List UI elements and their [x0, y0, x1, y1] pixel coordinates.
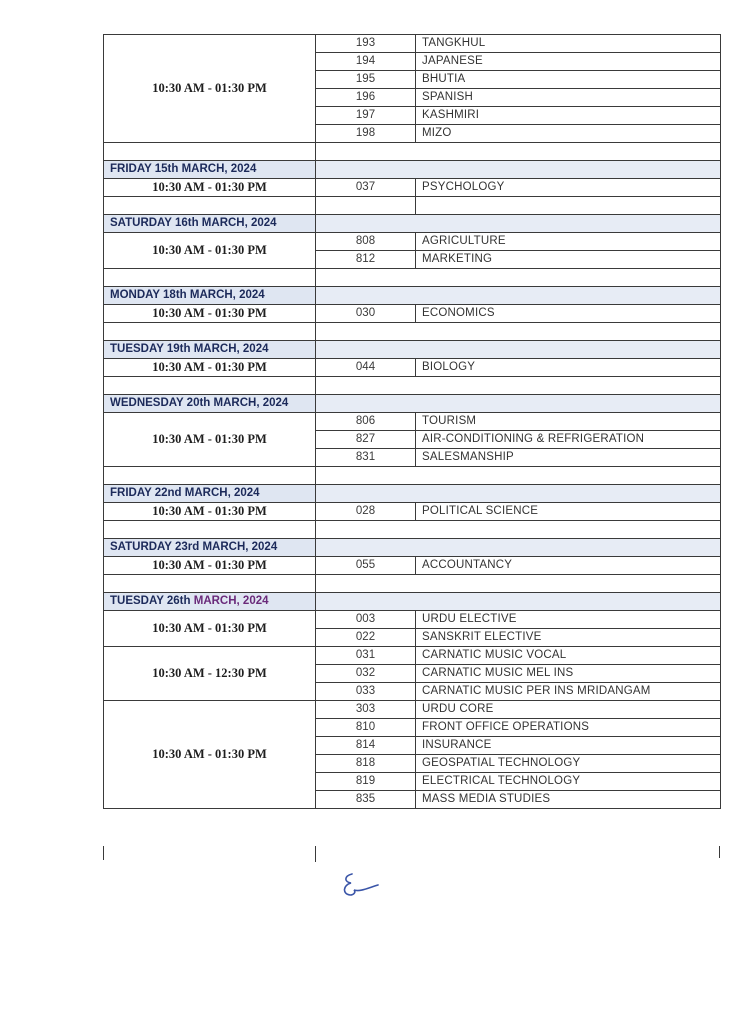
subject-code: 030	[316, 305, 416, 323]
subject-code: 197	[316, 107, 416, 125]
subject-name: KASHMIRI	[416, 107, 721, 125]
day-label: MONDAY 18th MARCH, 2024	[104, 287, 316, 305]
subject-code: 194	[316, 53, 416, 71]
spacer-row	[104, 467, 721, 485]
day-header-row	[104, 485, 721, 503]
time-slot: 10:30 AM - 01:30 PM	[104, 611, 316, 647]
day-header-row	[104, 593, 721, 611]
day-header-row	[104, 287, 721, 305]
spacer-row	[104, 323, 721, 341]
subject-name: MARKETING	[416, 251, 721, 269]
table-row	[104, 233, 721, 251]
day-label: WEDNESDAY 20th MARCH, 2024	[104, 395, 316, 413]
subject-code: 022	[316, 629, 416, 647]
table-row	[104, 35, 721, 53]
subject-code: 819	[316, 773, 416, 791]
subject-name: BHUTIA	[416, 71, 721, 89]
subject-name: TOURISM	[416, 413, 721, 431]
subject-name: PSYCHOLOGY	[416, 179, 721, 197]
table-row	[104, 611, 721, 629]
subject-name: ECONOMICS	[416, 305, 721, 323]
subject-code: 028	[316, 503, 416, 521]
subject-code: 033	[316, 683, 416, 701]
subject-name: JAPANESE	[416, 53, 721, 71]
subject-code: 808	[316, 233, 416, 251]
table-row	[104, 503, 721, 521]
table-edge-line	[719, 846, 720, 858]
time-slot: 10:30 AM - 01:30 PM	[104, 503, 316, 521]
time-slot: 10:30 AM - 12:30 PM	[104, 647, 316, 701]
subject-code: 810	[316, 719, 416, 737]
spacer-row	[104, 377, 721, 395]
spacer-row	[104, 197, 721, 215]
subject-name: MASS MEDIA STUDIES	[416, 791, 721, 809]
table-row	[104, 359, 721, 377]
subject-code: 195	[316, 71, 416, 89]
subject-code: 831	[316, 449, 416, 467]
subject-code: 198	[316, 125, 416, 143]
time-slot: 10:30 AM - 01:30 PM	[104, 233, 316, 269]
time-slot: 10:30 AM - 01:30 PM	[104, 701, 316, 809]
subject-name: CARNATIC MUSIC PER INS MRIDANGAM	[416, 683, 721, 701]
subject-name: GEOSPATIAL TECHNOLOGY	[416, 755, 721, 773]
subject-name: SALESMANSHIP	[416, 449, 721, 467]
day-label	[104, 593, 316, 611]
subject-code: 031	[316, 647, 416, 665]
time-slot: 10:30 AM - 01:30 PM	[104, 557, 316, 575]
subject-name: URDU ELECTIVE	[416, 611, 721, 629]
subject-code: 814	[316, 737, 416, 755]
subject-name: FRONT OFFICE OPERATIONS	[416, 719, 721, 737]
day-header-row	[104, 395, 721, 413]
subject-code: 032	[316, 665, 416, 683]
day-header-row	[104, 341, 721, 359]
table-row	[104, 305, 721, 323]
table-edge-line	[103, 846, 104, 860]
day-label: SATURDAY 23rd MARCH, 2024	[104, 539, 316, 557]
schedule-table	[103, 34, 721, 809]
subject-name: CARNATIC MUSIC VOCAL	[416, 647, 721, 665]
day-header-row	[104, 539, 721, 557]
exam-schedule	[103, 34, 720, 809]
subject-code: 193	[316, 35, 416, 53]
subject-name: AIR-CONDITIONING & REFRIGERATION	[416, 431, 721, 449]
table-row	[104, 647, 721, 665]
subject-name: SANSKRIT ELECTIVE	[416, 629, 721, 647]
subject-code: 055	[316, 557, 416, 575]
day-header-row	[104, 161, 721, 179]
subject-name: SPANISH	[416, 89, 721, 107]
subject-name: BIOLOGY	[416, 359, 721, 377]
table-edge-line	[315, 846, 316, 862]
subject-name: INSURANCE	[416, 737, 721, 755]
time-slot: 10:30 AM - 01:30 PM	[104, 305, 316, 323]
subject-name: TANGKHUL	[416, 35, 721, 53]
subject-code: 003	[316, 611, 416, 629]
subject-name: ACCOUNTANCY	[416, 557, 721, 575]
subject-name: POLITICAL SCIENCE	[416, 503, 721, 521]
subject-name: MIZO	[416, 125, 721, 143]
subject-name: AGRICULTURE	[416, 233, 721, 251]
subject-code: 303	[316, 701, 416, 719]
subject-code: 827	[316, 431, 416, 449]
subject-code: 818	[316, 755, 416, 773]
day-label: TUESDAY 19th MARCH, 2024	[104, 341, 316, 359]
time-slot: 10:30 AM - 01:30 PM	[104, 179, 316, 197]
day-label-month: MARCH, 2024	[193, 595, 269, 607]
subject-code: 806	[316, 413, 416, 431]
spacer-row	[104, 269, 721, 287]
subject-code: 835	[316, 791, 416, 809]
subject-name: URDU CORE	[416, 701, 721, 719]
subject-code: 044	[316, 359, 416, 377]
subject-code: 196	[316, 89, 416, 107]
spacer-row	[104, 521, 721, 539]
table-row	[104, 413, 721, 431]
subject-code: 037	[316, 179, 416, 197]
subject-name: ELECTRICAL TECHNOLOGY	[416, 773, 721, 791]
day-label: FRIDAY 15th MARCH, 2024	[104, 161, 316, 179]
table-row	[104, 701, 721, 719]
day-label-prefix: TUESDAY 26th	[110, 595, 194, 607]
spacer-row	[104, 575, 721, 593]
table-row	[104, 179, 721, 197]
day-label: FRIDAY 22nd MARCH, 2024	[104, 485, 316, 503]
subject-code: 812	[316, 251, 416, 269]
time-slot: 10:30 AM - 01:30 PM	[104, 359, 316, 377]
day-label: SATURDAY 16th MARCH, 2024	[104, 215, 316, 233]
subject-name: CARNATIC MUSIC MEL INS	[416, 665, 721, 683]
table-row	[104, 557, 721, 575]
time-slot: 10:30 AM - 01:30 PM	[104, 413, 316, 467]
spacer-row	[104, 143, 721, 161]
signature-icon	[338, 868, 382, 904]
day-header-row	[104, 215, 721, 233]
time-slot: 10:30 AM - 01:30 PM	[104, 35, 316, 143]
